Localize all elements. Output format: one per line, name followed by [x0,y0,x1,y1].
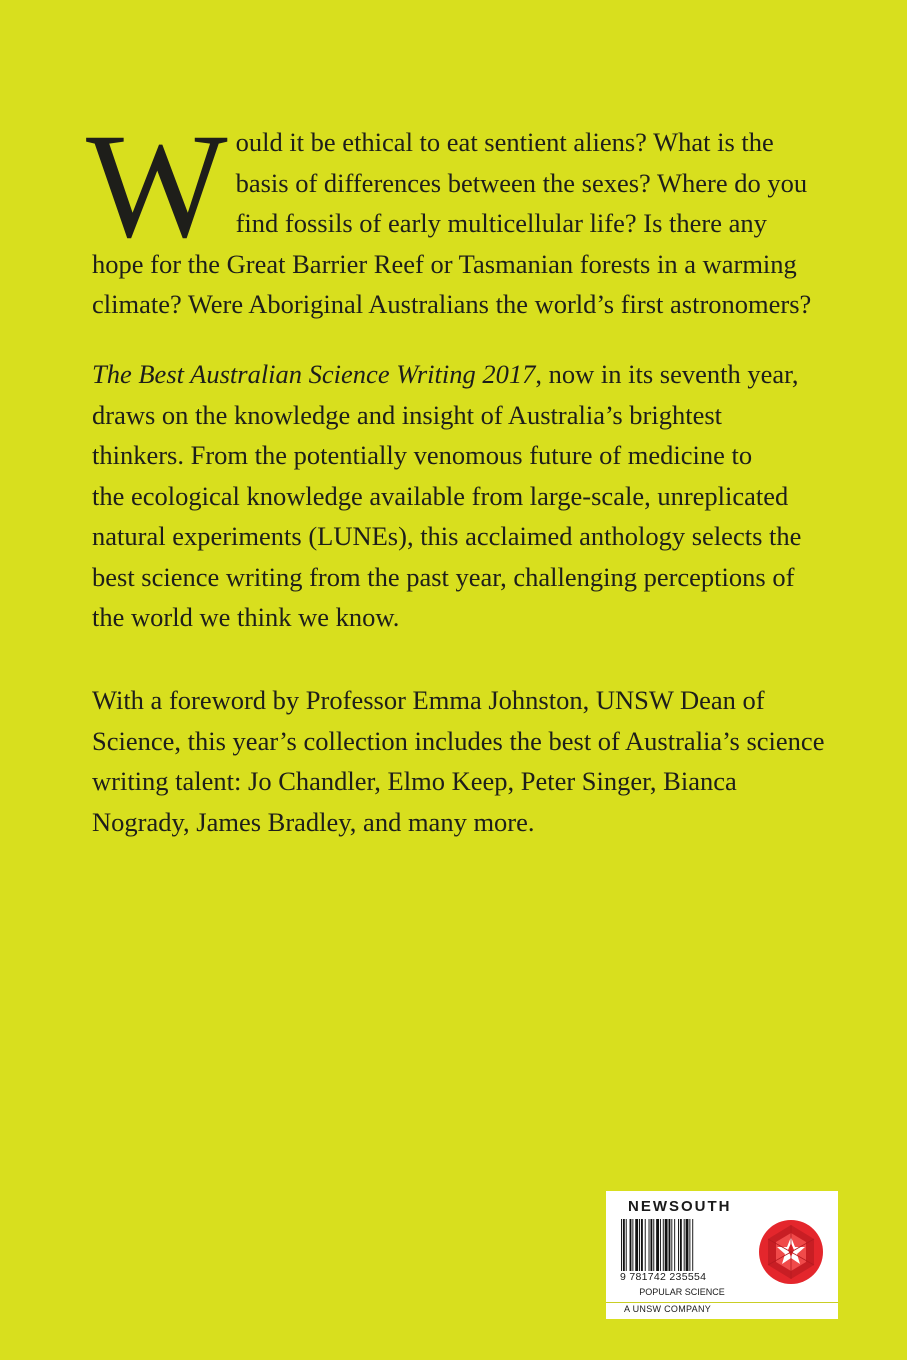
foreword-paragraph [92,680,832,842]
isbn-number: 9 781742 235554 [620,1271,707,1283]
text-line: best science writing from the past year, challenging perceptions of [92,561,795,592]
text-line: With a foreword by Professor Emma Johnston, UNSW Dean of [92,685,765,715]
text-fragment: , now in its seventh year, [535,359,799,389]
text-line: thinkers. From the potentially venomous future of medicine to [92,440,753,470]
publisher-name: NEWSOUTH [628,1198,732,1215]
drop-cap: W [86,103,228,269]
text-line: the world we think we know. [92,602,400,632]
text-line: climate? Were Aboriginal Australians the world’s first astronomers? [92,289,812,319]
publisher-box [606,1191,838,1319]
barcode-icon [620,1219,742,1271]
text-line: ould it be ethical to eat sentient aliens? What is the [235,127,774,157]
description-paragraph [92,354,832,638]
book-title: The Best Australian Science Writing 2017 [92,359,536,389]
text-line: basis of differences between the sexes? Where do you [235,167,808,198]
publisher-logo-icon [758,1219,824,1285]
text-line: Science, this year’s collection includes the best of Australia’s science [92,725,825,756]
text-line: Nogrady, James Bradley, and many more. [92,806,535,837]
text-line: find fossils of early multicellular life? Is there any [235,208,767,238]
text-line: writing talent: Jo Chandler, Elmo Keep, Peter Singer, Bianca [92,766,737,796]
text-line [92,354,832,395]
text-line: the ecological knowledge available from large-scale, unreplicated [92,480,789,511]
divider [606,1302,838,1303]
text-line: hope for the Great Barrier Reef or Tasmanian forests in a warming [92,248,797,279]
company-label: A UNSW COMPANY [624,1304,712,1314]
category-label: POPULAR SCIENCE [639,1287,725,1297]
text-line: draws on the knowledge and insight of Australia’s brightest [92,399,723,430]
text-line: natural experiments (LUNEs), this acclaimed anthology selects the [92,521,802,551]
intro-paragraph [86,103,832,325]
